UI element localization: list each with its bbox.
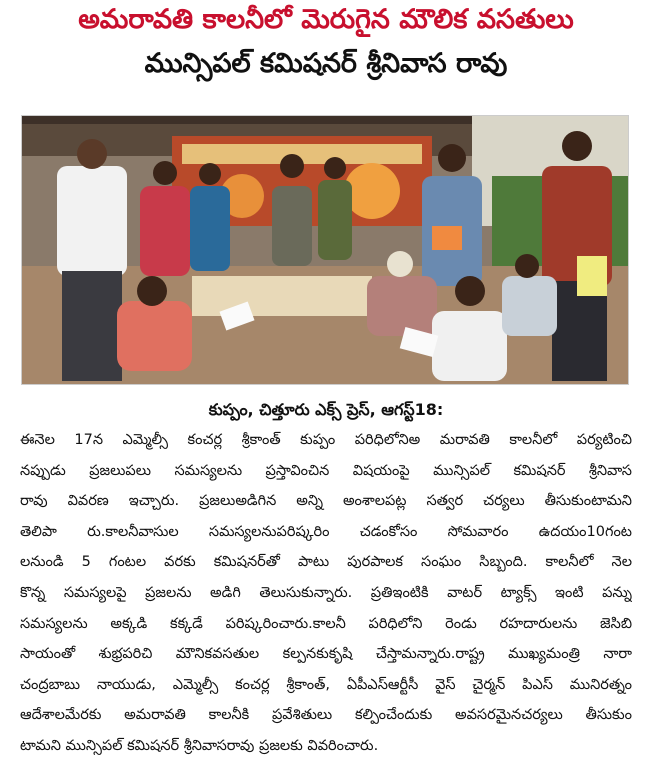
body-line: కొన్న సమస్యలపై ప్రజలను అడిగి తెలుసుకున్నారు. ప్రతిఇంటికి వాటర్ ట్యాక్స్ ఇంటి పన్ను: [20, 584, 632, 601]
news-photo: [21, 115, 629, 385]
article-body: [20, 425, 632, 762]
body-line: రావు వివరణ ఇచ్చారు. ప్రజలుఅడిగిన అన్ని అంశాలపట్ల సత్వర చర్యలు తీసుకుంటామని: [20, 493, 632, 510]
body-line: టామని మున్సిపల్ కమిషనర్ శ్రీనివాసరావు ప్రజలకు వివరించారు.: [20, 737, 379, 754]
body-line: సమస్యలను అక్కడి కక్కడే పరిష్కరించారు.కాలనీ పరిధిలోని రెండు రహదారులను జెసిబి: [20, 615, 632, 632]
subheadline: మున్సిపల్ కమిషనర్ శ్రీనివాస రావు: [144, 48, 508, 79]
headline: అమరావతి కాలనీలో మెరుగైన మౌలిక వసతులు: [78, 4, 574, 35]
body-line: సాయంతో శుభ్రపరిచి మౌనికవసతుల కల్పనకుకృషి చేస్తామన్నారు.రాష్ట్ర ముఖ్యమంత్రి నారా: [20, 646, 632, 663]
body-line: లనుండి 5 గంటల వరకు కమిషనర్‌తో పాటు పురపాలక సంఘం సిబ్బంది. కాలనీలో నెల: [20, 554, 632, 571]
body-line: చంద్రబాబు నాయుడు, ఎమ్మెల్సీ కంచర్ల శ్రీకాంత్, ఏపీఎస్ఆర్టీసీ వైస్ చైర్మన్ పిఎస్ మునిరత్నం: [20, 676, 632, 693]
body-line: ఈనెల 17న ఎమ్మెల్సీ కంచర్ల శ్రీకాంత్ కుప్పం పరిధిలోనిఅ మరావతి కాలనీలో పర్యటించి: [20, 432, 632, 448]
body-line: ఆదేశాలమేరకు అమరావతి కాలనీకి ప్రవేశితులు కల్పించేందుకు అవసరమైనచర్యలు తీసుకుం: [20, 707, 632, 724]
dateline: కుప్పం, చిత్తూరు ఎక్స్ ప్రెస్, ఆగస్ట్18:: [208, 400, 444, 419]
body-line: తెలిపా రు.కాలనీవాసుల సమస్యలనుపరిష్కరిం చడంకోసం సోమవారం ఉదయం10గంట: [20, 523, 632, 540]
body-line: నప్పుడు ప్రజలుపలు సమస్యలను ప్రస్తావించిన విషయంపై మున్సిపల్ కమిషనర్ శ్రీనివాస: [20, 462, 632, 479]
photo-illustration: [22, 116, 628, 384]
